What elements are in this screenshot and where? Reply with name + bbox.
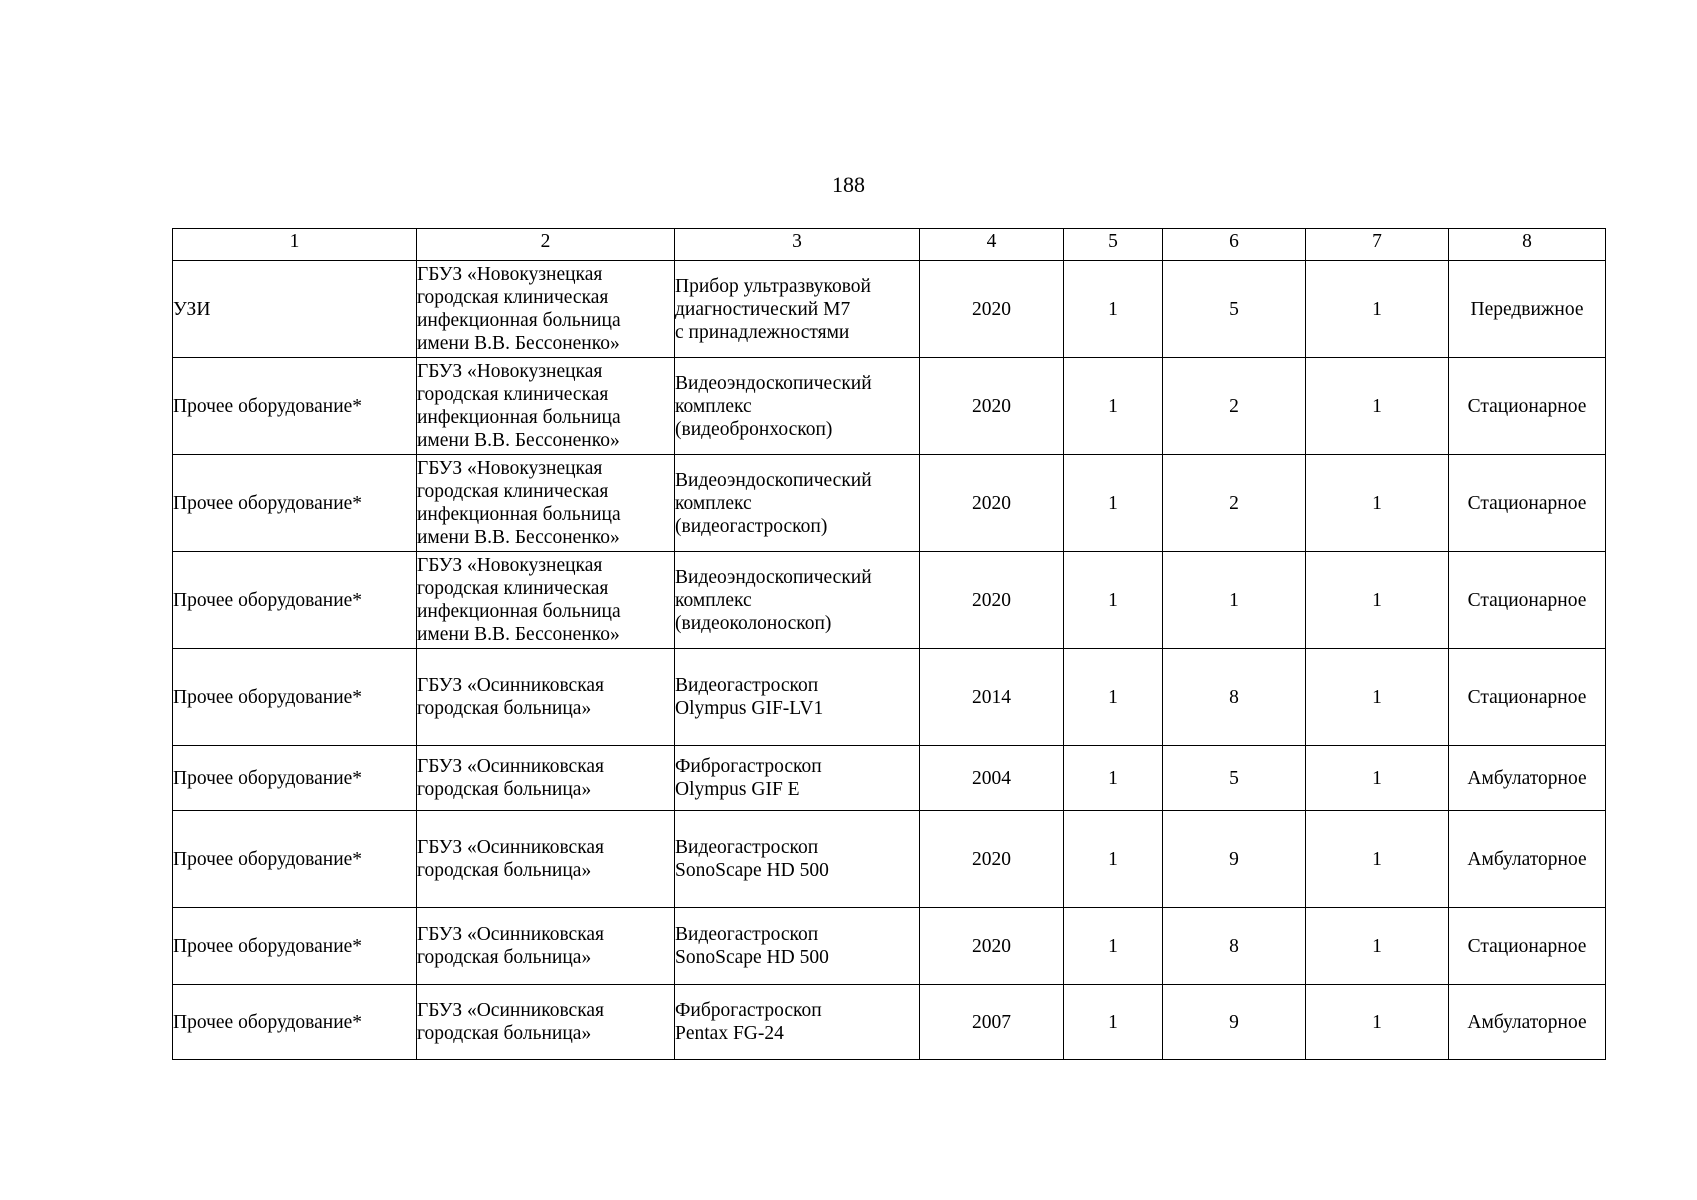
usage-type-cell: Амбулаторное [1449,985,1606,1060]
organization-cell [417,455,675,552]
device-line: комплекс [675,589,752,611]
organization-line: городская больница» [417,860,592,881]
device-line: диагностический М7 [675,298,851,320]
col5-cell: 1 [1064,358,1163,455]
device-line: Видеогастроскоп [675,924,819,945]
header-cell: 3 [675,229,920,261]
organization-line: городская больница» [417,698,592,719]
organization-line: имени В.В. Бессоненко» [417,624,620,645]
device-line: Фиброгастроскоп [675,756,822,777]
table-row [173,811,1606,908]
table-row [173,746,1606,811]
equipment-type-cell: Прочее оборудование* [173,552,417,649]
device-line: с принадлежностями [675,321,850,343]
table-row [173,985,1606,1060]
col7-cell: 1 [1306,908,1449,985]
device-line: (видеоколоноскоп) [675,612,832,634]
table-row [173,552,1606,649]
col5-cell: 1 [1064,552,1163,649]
header-cell: 8 [1449,229,1606,261]
header-cell: 5 [1064,229,1163,261]
organization-line: имени В.В. Бессоненко» [417,527,620,548]
organization-line: ГБУЗ «Новокузнецкая [417,264,603,285]
header-cell: 4 [920,229,1064,261]
organization-line: ГБУЗ «Осинниковская [417,1000,604,1021]
equipment-type-cell: УЗИ [173,261,417,358]
device-cell [675,649,920,746]
organization-line: инфекционная больница [417,407,621,428]
col7-cell: 1 [1306,985,1449,1060]
year-cell: 2020 [920,908,1064,985]
header-cell: 2 [417,229,675,261]
col7-cell: 1 [1306,746,1449,811]
device-line: Видеоэндоскопический [675,566,872,588]
equipment-table [172,228,1606,1060]
device-line: Видеоэндоскопический [675,372,872,394]
organization-line: ГБУЗ «Новокузнецкая [417,555,603,576]
col6-cell: 8 [1163,908,1306,985]
organization-line: ГБУЗ «Осинниковская [417,924,604,945]
device-line: (видеобронхоскоп) [675,418,833,440]
col5-cell: 1 [1064,908,1163,985]
col7-cell: 1 [1306,649,1449,746]
device-cell [675,552,920,649]
organization-line: городская больница» [417,1023,592,1044]
organization-line: имени В.В. Бессоненко» [417,430,620,451]
device-cell [675,261,920,358]
organization-line: городская клиническая [417,578,609,599]
col5-cell: 1 [1064,811,1163,908]
year-cell: 2020 [920,811,1064,908]
table-row [173,358,1606,455]
device-line: Фиброгастроскоп [675,1000,822,1021]
device-cell [675,811,920,908]
col7-cell: 1 [1306,455,1449,552]
table-row [173,261,1606,358]
organization-cell [417,358,675,455]
organization-line: городская больница» [417,779,592,800]
organization-line: инфекционная больница [417,310,621,331]
device-line: Pentax FG-24 [675,1023,784,1044]
year-cell: 2007 [920,985,1064,1060]
col6-cell: 2 [1163,358,1306,455]
equipment-type-cell: Прочее оборудование* [173,746,417,811]
equipment-type-cell: Прочее оборудование* [173,985,417,1060]
organization-cell [417,985,675,1060]
device-cell [675,455,920,552]
col6-cell: 9 [1163,985,1306,1060]
device-line: Olympus GIF-LV1 [675,698,824,719]
usage-type-cell: Стационарное [1449,358,1606,455]
device-line: SonoScape HD 500 [675,860,829,881]
table-row [173,455,1606,552]
device-line: комплекс [675,492,752,514]
usage-type-cell: Стационарное [1449,908,1606,985]
organization-line: городская больница» [417,947,592,968]
year-cell: 2020 [920,261,1064,358]
col5-cell: 1 [1064,261,1163,358]
header-row [173,229,1606,261]
col6-cell: 5 [1163,261,1306,358]
col5-cell: 1 [1064,985,1163,1060]
device-line: Видеогастроскоп [675,675,819,696]
usage-type-cell: Амбулаторное [1449,811,1606,908]
device-cell [675,746,920,811]
header-cell: 7 [1306,229,1449,261]
col7-cell: 1 [1306,552,1449,649]
device-line: SonoScape HD 500 [675,947,829,968]
header-cell: 6 [1163,229,1306,261]
year-cell: 2020 [920,455,1064,552]
col6-cell: 1 [1163,552,1306,649]
device-cell [675,358,920,455]
device-cell [675,985,920,1060]
organization-line: инфекционная больница [417,601,621,622]
device-line: (видеогастроскоп) [675,515,828,537]
equipment-type-cell: Прочее оборудование* [173,649,417,746]
device-line: Видеогастроскоп [675,837,819,858]
year-cell: 2004 [920,746,1064,811]
equipment-type-cell: Прочее оборудование* [173,908,417,985]
page-number: 188 [832,172,865,197]
device-line: комплекс [675,395,752,417]
organization-line: городская клиническая [417,481,609,502]
col5-cell: 1 [1064,746,1163,811]
year-cell: 2020 [920,552,1064,649]
year-cell: 2014 [920,649,1064,746]
col6-cell: 8 [1163,649,1306,746]
organization-line: ГБУЗ «Новокузнецкая [417,458,603,479]
organization-line: ГБУЗ «Новокузнецкая [417,361,603,382]
organization-cell [417,552,675,649]
organization-line: городская клиническая [417,287,609,308]
organization-cell [417,261,675,358]
col6-cell: 5 [1163,746,1306,811]
col5-cell: 1 [1064,649,1163,746]
organization-line: ГБУЗ «Осинниковская [417,756,604,777]
col6-cell: 2 [1163,455,1306,552]
device-cell [675,908,920,985]
organization-line: ГБУЗ «Осинниковская [417,837,604,858]
equipment-type-cell: Прочее оборудование* [173,455,417,552]
organization-line: городская клиническая [417,384,609,405]
col7-cell: 1 [1306,261,1449,358]
col7-cell: 1 [1306,358,1449,455]
col6-cell: 9 [1163,811,1306,908]
usage-type-cell: Амбулаторное [1449,746,1606,811]
usage-type-cell: Стационарное [1449,552,1606,649]
device-line: Прибор ультразвуковой [675,275,871,297]
device-line: Olympus GIF E [675,779,800,800]
organization-cell [417,811,675,908]
organization-cell [417,649,675,746]
organization-line: инфекционная больница [417,504,621,525]
usage-type-cell: Стационарное [1449,455,1606,552]
organization-cell [417,746,675,811]
year-cell: 2020 [920,358,1064,455]
organization-cell [417,908,675,985]
usage-type-cell: Стационарное [1449,649,1606,746]
usage-type-cell: Передвижное [1449,261,1606,358]
organization-line: имени В.В. Бессоненко» [417,333,620,354]
header-cell: 1 [173,229,417,261]
table-row [173,908,1606,985]
table-row [173,649,1606,746]
device-line: Видеоэндоскопический [675,469,872,491]
col7-cell: 1 [1306,811,1449,908]
organization-line: ГБУЗ «Осинниковская [417,675,604,696]
equipment-type-cell: Прочее оборудование* [173,358,417,455]
col5-cell: 1 [1064,455,1163,552]
equipment-type-cell: Прочее оборудование* [173,811,417,908]
